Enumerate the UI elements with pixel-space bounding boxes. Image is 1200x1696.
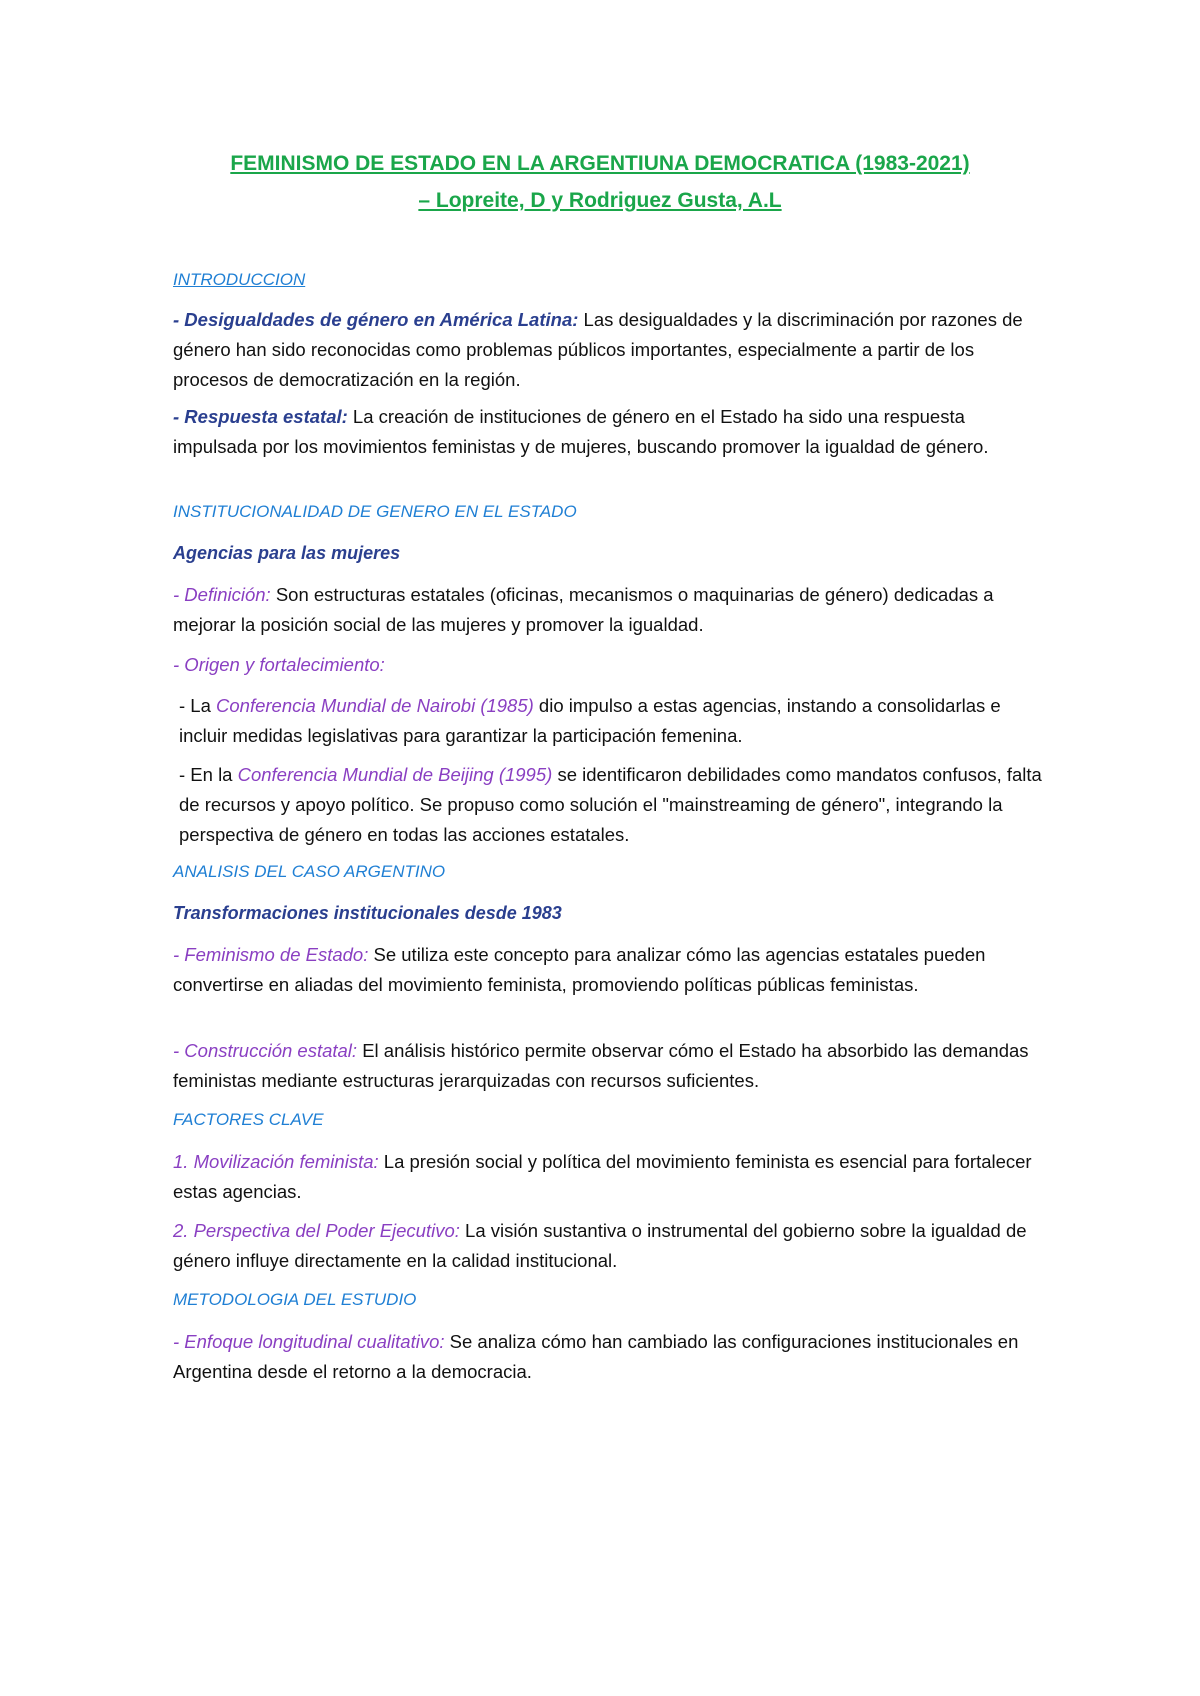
paragraph-beijing bbox=[173, 760, 1049, 850]
paragraph-label: - Construcción estatal: bbox=[173, 1040, 358, 1061]
paragraph-label: - Enfoque longitudinal cualitativo: bbox=[173, 1331, 445, 1352]
heading-analisis: ANALISIS DEL CASO ARGENTINO bbox=[173, 862, 446, 881]
document-title bbox=[0, 145, 1200, 219]
paragraph-label: 2. Perspectiva del Poder Ejecutivo: bbox=[173, 1220, 460, 1241]
paragraph-text: La presión social y política del movimiento feminista es esencial para fortalecer estas agencias. bbox=[173, 1151, 1032, 1202]
paragraph-text: se identificaron debilidades como mandatos confusos, falta de recursos y apoyo político. Se propuso como solución el "mainstreaming de género", integrando la perspectiva de género en todas las acciones estatales. bbox=[179, 764, 1042, 845]
paragraph-perspectiva bbox=[173, 1216, 1043, 1276]
paragraph-text: dio impulso a estas agencias, instando a consolidarlas e incluir medidas legislativas para garantizar la participación femenina. bbox=[179, 695, 1001, 746]
subheading-transformaciones: Transformaciones institucionales desde 1983 bbox=[173, 903, 562, 923]
paragraph-label: - Desigualdades de género en América Latina: bbox=[173, 309, 579, 330]
paragraph-prefix: - En la bbox=[179, 764, 238, 785]
paragraph-text: La creación de instituciones de género en el Estado ha sido una respuesta impulsada por los movimientos feministas y de mujeres, buscando promover la igualdad de género. bbox=[173, 406, 989, 457]
paragraph-text: El análisis histórico permite observar cómo el Estado ha absorbido las demandas feministas mediante estructuras jerarquizadas con recursos suficientes. bbox=[173, 1040, 1029, 1091]
paragraph-construccion-estatal bbox=[173, 1036, 1043, 1096]
paragraph-label: - Respuesta estatal: bbox=[173, 406, 348, 427]
paragraph-text: Se utiliza este concepto para analizar cómo las agencias estatales pueden convertirse en aliadas del movimiento feminista, promoviendo políticas públicas feministas. bbox=[173, 944, 986, 995]
paragraph-text: Las desigualdades y la discriminación por razones de género han sido reconocidas como problemas públicos importantes, especialmente a partir de los procesos de democratización en la región. bbox=[173, 309, 1023, 390]
paragraph-desigualdades bbox=[173, 305, 1043, 395]
paragraph-text: Se analiza cómo han cambiado las configuraciones institucionales en Argentina desde el retorno a la democracia. bbox=[173, 1331, 1019, 1382]
paragraph-movilizacion bbox=[173, 1147, 1043, 1207]
title-line-2: – Lopreite, D y Rodriguez Gusta, A.L bbox=[418, 189, 782, 212]
paragraph-feminismo-estado bbox=[173, 940, 1043, 1000]
subheading-agencias: Agencias para las mujeres bbox=[173, 543, 401, 563]
paragraph-respuesta-estatal bbox=[173, 402, 1043, 462]
paragraph-label: - Feminismo de Estado: bbox=[173, 944, 369, 965]
paragraph-nairobi bbox=[173, 691, 1049, 751]
heading-institucionalidad: INSTITUCIONALIDAD DE GENERO EN EL ESTADO bbox=[173, 502, 577, 521]
paragraph-text: La visión sustantiva o instrumental del gobierno sobre la igualdad de género influye directamente en la calidad institucional. bbox=[173, 1220, 1027, 1271]
paragraph-label: 1. Movilización feminista: bbox=[173, 1151, 379, 1172]
heading-factores: FACTORES CLAVE bbox=[173, 1110, 324, 1129]
paragraph-enfoque bbox=[173, 1327, 1043, 1387]
heading-metodologia: METODOLOGIA DEL ESTUDIO bbox=[173, 1290, 417, 1309]
title-line-1: FEMINISMO DE ESTADO EN LA ARGENTIUNA DEMOCRATICA (1983-2021) bbox=[230, 152, 970, 175]
paragraph-prefix: - La bbox=[179, 695, 217, 716]
paragraph-origen-label: - Origen y fortalecimiento: bbox=[173, 654, 385, 675]
paragraph-definicion bbox=[173, 580, 1043, 640]
heading-introduccion: INTRODUCCION bbox=[173, 270, 306, 289]
paragraph-label: - Definición: bbox=[173, 584, 271, 605]
paragraph-label: Conferencia Mundial de Beijing (1995) bbox=[237, 764, 553, 785]
paragraph-text: Son estructuras estatales (oficinas, mecanismos o maquinarias de género) dedicadas a mejorar la posición social de las mujeres y promover la igualdad. bbox=[173, 584, 994, 635]
paragraph-label: Conferencia Mundial de Nairobi (1985) bbox=[216, 695, 534, 716]
